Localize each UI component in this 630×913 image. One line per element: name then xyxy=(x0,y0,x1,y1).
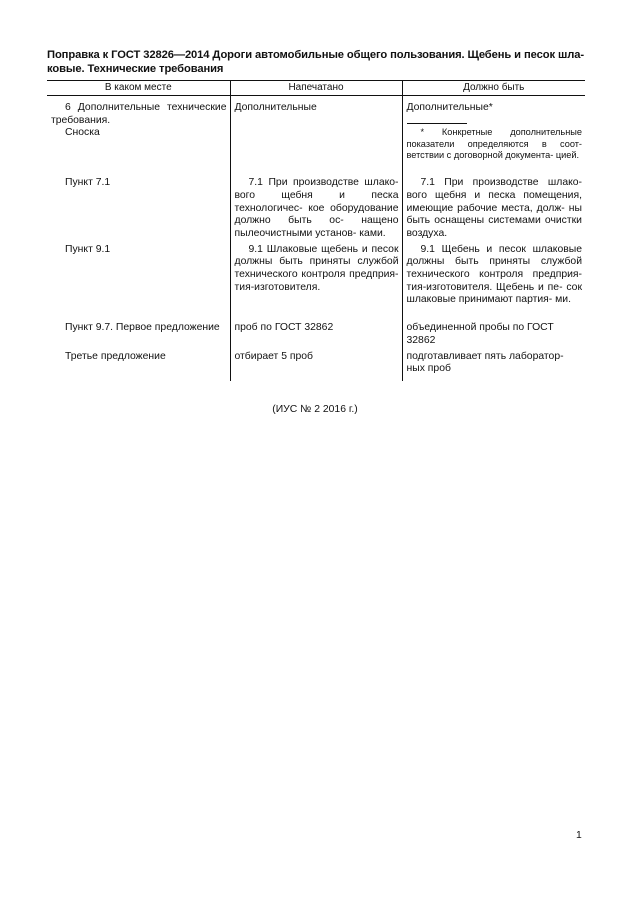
cell-place xyxy=(47,244,230,323)
cell-should-be xyxy=(402,322,585,350)
cell-should-be-text: 7.1 При производстве шлако- вого щебня и песка помещения, имеющие рабочие места, долж- ны быть оснащены системами очистки воздуха. xyxy=(406,177,582,239)
corrections-table xyxy=(47,80,585,381)
cell-place xyxy=(47,322,230,350)
table-row xyxy=(47,96,585,178)
cell-place xyxy=(47,177,230,244)
table-row xyxy=(47,177,585,244)
cell-should-be xyxy=(402,177,585,244)
cell-printed-text: 7.1 При производстве шлако- вого щебня и песка технологичес- кое оборудование должно быть ос- нащено пылеочистными установ- ками. xyxy=(234,177,399,239)
footnote-rule xyxy=(407,123,467,124)
table-row xyxy=(47,244,585,323)
header-should-be: Должно быть xyxy=(402,81,585,96)
table-row xyxy=(47,351,585,381)
cell-place-text: Пункт 9.1 xyxy=(65,243,111,255)
cell-printed-text: 9.1 Шлаковые щебень и песок должны быть приняты службой технического контроля предприя- тия-изготовителя. xyxy=(234,243,399,293)
cell-printed-text: проб по ГОСТ 32862 xyxy=(234,322,334,334)
cell-printed xyxy=(230,96,402,178)
cell-place-text: Пункт 7.1 xyxy=(65,177,111,189)
cell-printed-text: отбирает 5 проб xyxy=(234,350,314,362)
cell-place xyxy=(47,351,230,381)
cell-should-be-text: подготавливает пять лаборатор- ных проб xyxy=(406,350,564,375)
cell-place-extra: Сноска xyxy=(65,127,100,139)
page-number: 1 xyxy=(576,830,582,841)
cell-should-be-text: Дополнительные* xyxy=(406,102,493,113)
cell-printed xyxy=(230,351,402,381)
cell-printed-text: Дополнительные xyxy=(234,102,317,113)
cell-place-text: Третье предложение xyxy=(65,350,166,362)
cell-should-be xyxy=(402,351,585,381)
cell-should-be xyxy=(402,96,585,178)
document-title: Поправка к ГОСТ 32826—2014 Дороги автомобильные общего пользования. Щебень и песок шла- ковые. Технические требования xyxy=(47,49,584,75)
header-printed: Напечатано xyxy=(230,81,402,96)
cell-printed xyxy=(230,322,402,350)
cell-printed xyxy=(230,244,402,323)
cell-place-text: 6 Дополнительные технические требования. xyxy=(51,102,227,126)
cell-should-be-text: объединенной пробы по ГОСТ 32862 xyxy=(406,322,554,346)
cell-should-be xyxy=(402,244,585,323)
table-header-row xyxy=(47,81,585,96)
footnote-text: * Конкретные дополнительные показатели определяются в соот- ветствии с договорной документа- цией. xyxy=(406,126,582,161)
cell-should-be-text: 9.1 Щебень и песок шлаковые должны быть приняты службой технического контроля предприя- тия-изготовителя. Щебень и пе- сок шлаковые принимают партия- ми. xyxy=(406,243,582,306)
publication-source: (ИУС № 2 2016 г.) xyxy=(272,404,358,415)
table-row xyxy=(47,322,585,350)
header-place: В каком месте xyxy=(47,81,230,96)
cell-printed xyxy=(230,177,402,244)
cell-place xyxy=(47,96,230,178)
cell-place-text: Пункт 9.7. Первое предложение xyxy=(65,322,220,334)
